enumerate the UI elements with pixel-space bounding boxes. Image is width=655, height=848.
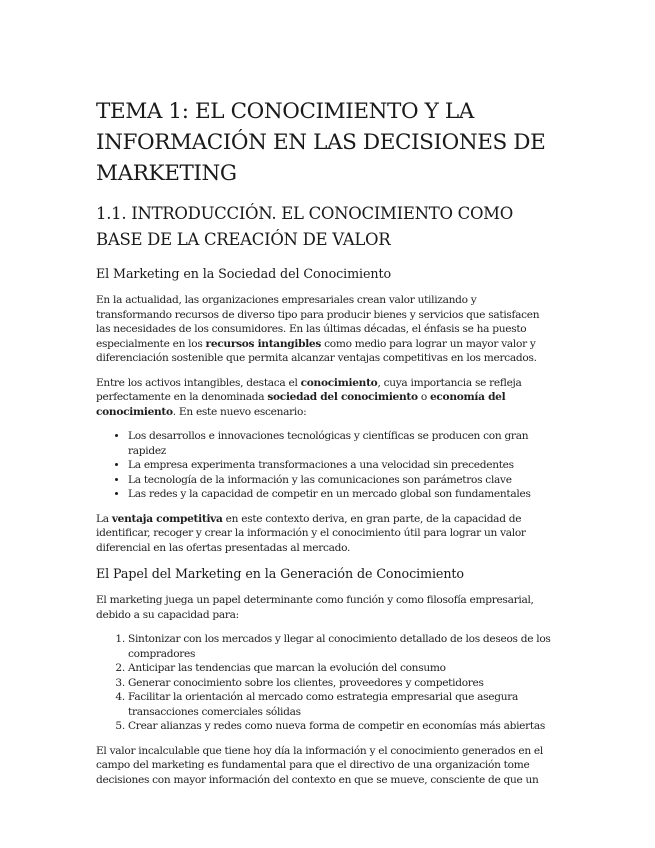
paragraph-recursos-intangibles [96,293,555,366]
list-item: 1. Sintonizar con los mercados y llegar al conocimiento detallado de los deseos de los compradores [128,632,555,661]
subsection-heading-marketing-sociedad: El Marketing en la Sociedad del Conocimiento [96,266,392,281]
list-item: • La tecnología de la información y las comunicaciones son parámetros clave [128,473,555,488]
list-item: 4. Facilitar la orientación al mercado como estrategia empresarial que asegura transacciones comerciales sólidas [128,690,555,719]
text-span: Entre los activos intangibles, destaca el [96,376,301,389]
text-span: La [96,512,112,525]
text-span: . En este nuevo escenario: [172,405,307,418]
paragraph-valor-incalculable: El valor incalculable que tiene hoy día la información y el conocimiento generados en el campo del marketing es fundamental para que el directivo de una organización tome decisiones con mayor información del contexto en que se mueve, consciente de que un [96,744,543,786]
list-item: • Las redes y la capacidad de competir en un mercado global son fundamentales [128,487,555,502]
section-title: 1.1. INTRODUCCIÓN. EL CONOCIMIENTO COMO BASE DE LA CREACIÓN DE VALOR [96,204,513,249]
list-item: 5. Crear alianzas y redes como nueva forma de competir en economías más abiertas [128,719,555,734]
text-span: , cuya importancia se refleja perfectamente en la denominada [96,376,522,403]
bold-term-economia-conocimiento: economía del conocimiento [96,391,506,418]
list-item: 3. Generar conocimiento sobre los clientes, proveedores y competidores [128,676,555,691]
subsection-heading-papel-marketing: El Papel del Marketing en la Generación de Conocimiento [96,566,464,581]
bold-term-ventaja-competitiva: ventaja competitiva [111,512,223,525]
text-span: En la actualidad, las organizaciones empresariales crean valor utilizando y transformando recursos de diverso tipo para producir bienes y servicios que satisfacen las necesidades de los consumidores. En las últimas décadas, el énfasis se ha puesto especialmente en los [96,294,540,350]
text-span: como medio para lograr un mayor valor y diferenciación sostenible que permita alcanzar ventajas competitivas en los mercados. [96,337,537,364]
list-item: • Los desarrollos e innovaciones tecnológicas y científicas se producen con gran rapidez [128,429,555,458]
text-span: o [417,391,430,403]
list-item: 2. Anticipar las tendencias que marcan la evolución del consumo [128,661,555,676]
paragraph-activos-intangibles [96,376,555,420]
paragraph-ventaja-competitiva [96,512,555,556]
list-item: • La empresa experimenta transformaciones a una velocidad sin precedentes [128,458,555,473]
text-span: en este contexto deriva, en gran parte, de la capacidad de identificar, recoger y crear la información y el conocimiento útil para lograr un valor diferencial en las ofertas presentadas al mercado. [96,512,526,554]
numbered-list-capacidades [96,632,555,734]
bullet-list-escenario [96,429,555,502]
paragraph-marketing-papel: El marketing juega un papel determinante como función y como filosofía empresarial, debido a su capacidad para: [96,594,534,621]
bold-term-recursos-intangibles: recursos intangibles [205,337,322,350]
bold-term-sociedad-conocimiento: sociedad del conocimiento [267,391,418,403]
document-title: TEMA 1: EL CONOCIMIENTO Y LA INFORMACIÓN EN LAS DECISIONES DE MARKETING [96,99,546,186]
bold-term-conocimiento: conocimiento [300,376,378,389]
